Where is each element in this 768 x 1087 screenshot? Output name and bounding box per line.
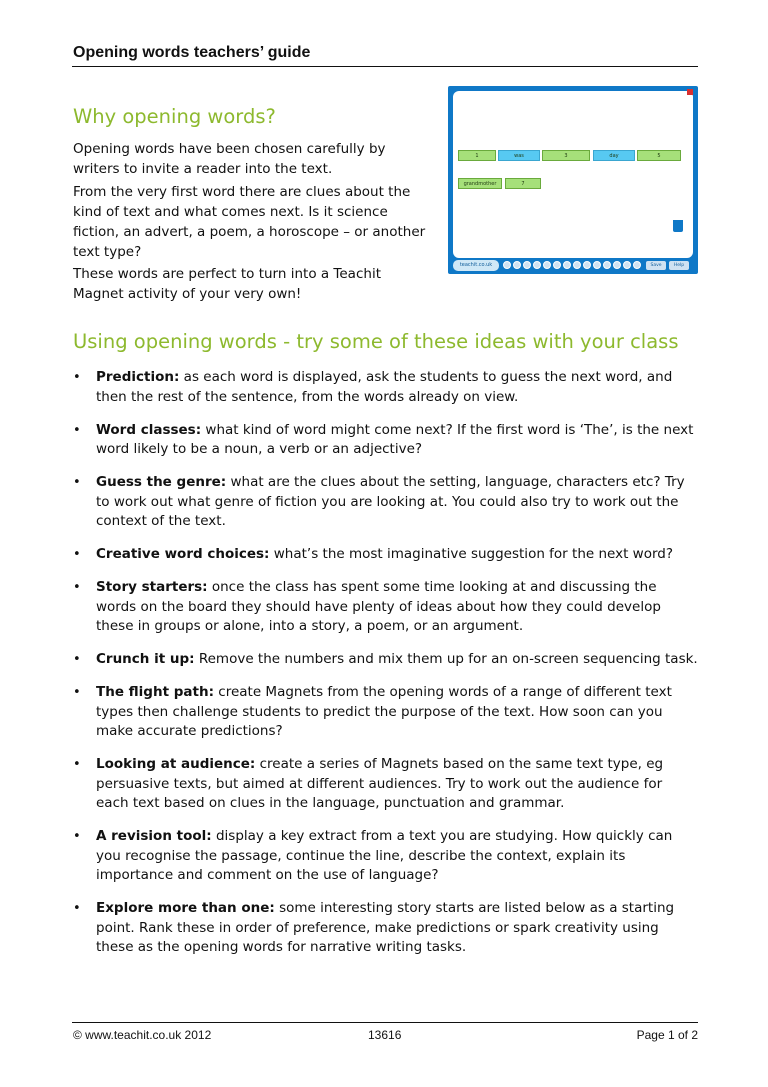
item-label: Crunch it up: <box>96 651 195 667</box>
toolbar-tool-icon <box>623 261 631 269</box>
magnet-activity-screenshot <box>448 86 698 274</box>
item-label: Story starters: <box>96 579 208 595</box>
list-item <box>73 368 698 407</box>
bullet-icon: • <box>73 370 81 385</box>
item-text: as each word is displayed, ask the students to guess the next word, and then the rest of the sentence, from the words already on view. <box>96 369 673 405</box>
list-item <box>73 650 698 670</box>
trash-icon <box>673 220 683 232</box>
help-button: Help <box>669 261 689 270</box>
toolbar-tool-icon <box>603 261 611 269</box>
item-text: what’s the most imaginative suggestion for the next word? <box>269 546 674 562</box>
magnet-tile: 3 <box>542 150 590 161</box>
list-item <box>73 545 698 565</box>
bullet-icon: • <box>73 547 81 562</box>
save-button: Save <box>646 261 666 270</box>
toolbar-tool-icon <box>523 261 531 269</box>
bullet-icon: • <box>73 652 81 667</box>
item-text: some interesting story starts are listed below as a starting point. Rank these in order of preference, make predictions or spark creativity using these as the opening words for narrative writing tasks. <box>96 900 675 955</box>
item-label: Guess the genre: <box>96 474 227 490</box>
bullet-icon: • <box>73 475 81 490</box>
item-text: what kind of word might come next? If the first word is ‘The’, is the next word likely to be a noun, a verb or an adjective? <box>96 421 694 457</box>
item-label: Creative word choices: <box>96 546 270 562</box>
teachit-logo: teachit.co.uk <box>453 260 499 271</box>
toolbar-tool-icon <box>613 261 621 269</box>
item-label: Prediction: <box>96 369 180 385</box>
footer-resource-code: 13616 <box>368 1028 402 1042</box>
section-heading-ideas: Using opening words - try some of these ideas with your class <box>73 330 679 353</box>
header-rule <box>72 66 698 67</box>
footer-rule <box>72 1022 698 1023</box>
item-label: Word classes: <box>96 421 202 438</box>
bullet-icon: • <box>73 422 81 438</box>
toolbar-tool-icon <box>533 261 541 269</box>
item-text: create a series of Magnets based on the same text type, eg persuasive texts, but aimed at different audiences. Try to work out the audience for each text based on clues in the language, punctuation and grammar. <box>96 756 664 811</box>
toolbar-tool-icon <box>543 261 551 269</box>
item-text: Remove the numbers and mix them up for an on-screen sequencing task. <box>194 651 698 667</box>
magnet-tile: 7 <box>505 178 541 189</box>
magnet-tile: 1 <box>458 150 496 161</box>
list-item <box>73 578 698 637</box>
intro-paragraph-3: These words are perfect to turn into a Teachit Magnet activity of your very own! <box>73 266 381 302</box>
bullet-icon: • <box>73 580 81 595</box>
item-text: what are the clues about the setting, language, characters etc? Try to work out what genre of fiction you are looking at. You could also try to work out the context of the text. <box>96 474 685 529</box>
magnet-toolbar <box>453 260 693 271</box>
ideas-list <box>73 368 698 971</box>
intro-paragraph-2: From the very first word there are clues about the kind of text and what comes next. Is it science fiction, an advert, a poem, a horoscope – or another text type? <box>73 184 426 260</box>
toolbar-tool-icon <box>563 261 571 269</box>
toolbar-tool-icon <box>553 261 561 269</box>
item-label: A revision tool: <box>96 828 212 844</box>
footer-copyright: © www.teachit.co.uk 2012 <box>73 1028 212 1042</box>
footer-page-number: Page 1 of 2 <box>636 1028 698 1042</box>
list-item <box>73 473 698 532</box>
bullet-icon: • <box>73 757 81 772</box>
magnet-tile: was <box>498 150 540 161</box>
magnet-tile: grandmother <box>458 178 502 189</box>
item-text: display a key extract from a text you are studying. How quickly can you recognise the passage, continue the line, describe the context, explain its importance and comment on the use of language? <box>96 828 673 883</box>
toolbar-tool-icon <box>593 261 601 269</box>
list-item <box>73 755 698 814</box>
toolbar-tool-icon <box>503 261 511 269</box>
toolbar-tool-icon <box>573 261 581 269</box>
toolbar-tool-icon <box>633 261 641 269</box>
item-label: The flight path: <box>96 684 214 700</box>
toolbar-tool-icon <box>513 261 521 269</box>
list-item <box>73 683 698 742</box>
magnet-tile: 5 <box>637 150 681 161</box>
bullet-icon: • <box>73 901 81 916</box>
bullet-icon: • <box>73 685 81 700</box>
document-title: Opening words teachers’ guide <box>73 44 311 61</box>
item-text: once the class has spent some time looking at and discussing the words on the board they should have plenty of ideas about how they could develop these in groups or alone, into a story, a poem, or an argument. <box>96 579 661 634</box>
item-text: create Magnets from the opening words of a range of different text types then challenge students to predict the purpose of the text. How soon can you make accurate predictions? <box>96 684 672 739</box>
list-item <box>73 421 698 460</box>
magnet-tile: day <box>593 150 635 161</box>
section-heading-why: Why opening words? <box>73 105 276 128</box>
item-label: Explore more than one: <box>96 900 275 916</box>
close-icon <box>687 89 693 95</box>
item-label: Looking at audience: <box>96 756 256 772</box>
list-item <box>73 827 698 886</box>
bullet-icon: • <box>73 829 81 844</box>
list-item <box>73 899 698 958</box>
intro-paragraph-1: Opening words have been chosen carefully by writers to invite a reader into the text. <box>73 141 386 177</box>
toolbar-tool-icon <box>583 261 591 269</box>
magnet-board <box>453 91 693 258</box>
